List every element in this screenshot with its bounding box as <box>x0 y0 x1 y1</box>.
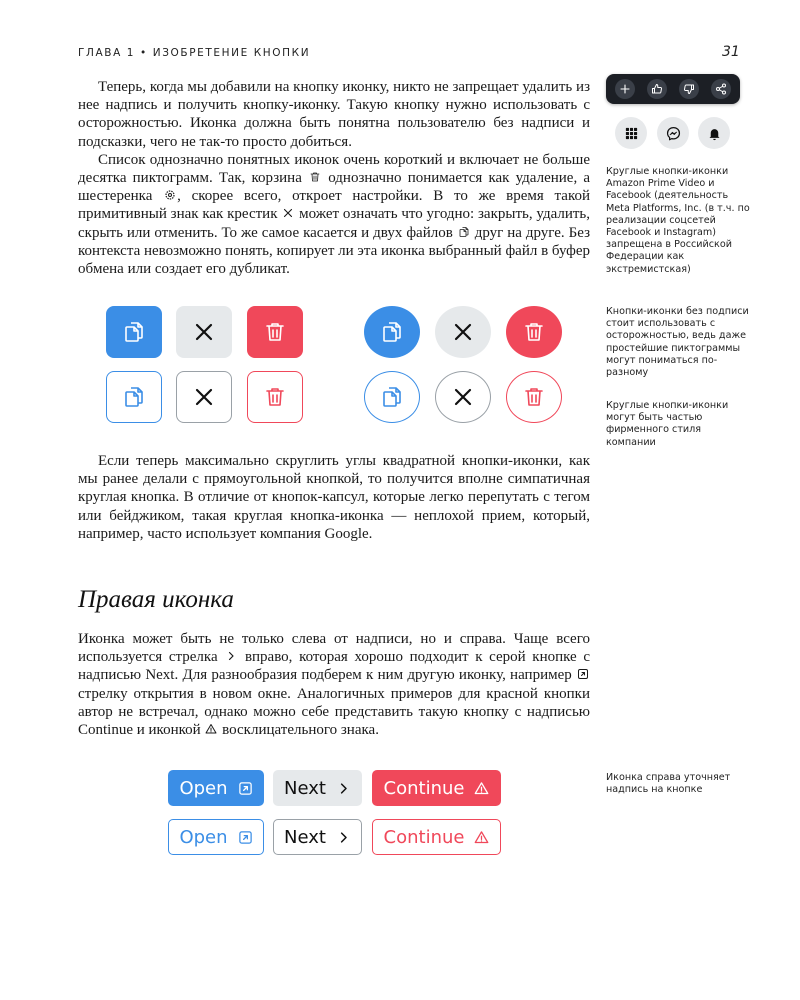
external-link-icon <box>577 668 589 680</box>
next-label: Next <box>284 826 326 848</box>
external-link-icon <box>238 781 253 796</box>
trash-icon <box>263 320 287 344</box>
trash-icon <box>522 385 546 409</box>
continue-button-outline[interactable] <box>372 819 501 855</box>
paragraph-2-part-3: , скорее всего, откроет настройки. В то же время такой примитивный знак как крестик <box>78 188 590 223</box>
warning-icon <box>474 830 489 845</box>
share-button[interactable] <box>711 79 731 99</box>
chapter-header: ГЛАВА 1 • ИЗОБРЕТЕНИЕ КНОПКИ <box>78 47 311 59</box>
close-icon <box>282 207 294 219</box>
paragraph-4-part-2: вправо, которая хорошо подходит к серой кнопке с надписью Next. Для разнообразия подберем к ним другую иконку, например <box>78 649 591 684</box>
section-heading: Правая иконка <box>78 586 234 613</box>
copy-button-round-outline[interactable] <box>364 371 420 423</box>
external-link-icon <box>238 830 253 845</box>
chevron-right-icon <box>225 650 237 662</box>
next-button-outline[interactable] <box>273 819 362 855</box>
paragraph-2-part-1: Список однозначно понятных иконок очень короткий и включает не больше десятка пиктограмм. Так, корзина <box>78 151 590 187</box>
thumbs-up-button[interactable] <box>647 79 667 99</box>
delete-button-round-outline[interactable] <box>506 371 562 423</box>
close-icon <box>192 320 216 344</box>
apps-button[interactable] <box>615 117 647 149</box>
continue-label: Continue <box>383 777 465 799</box>
close-button-square-filled[interactable] <box>176 306 232 358</box>
next-label: Next <box>284 777 326 799</box>
paragraph-4 <box>78 630 590 739</box>
page-number: 31 <box>722 44 740 60</box>
close-button-round-outline[interactable] <box>435 371 491 423</box>
paragraph-4-part-3: стрелку открытия в новом окне. Аналогичных примеров для красной кнопки автор не встречал, однако можно себе представить такую кнопку с надписью Continue и иконкой <box>78 685 590 739</box>
plus-button[interactable] <box>615 79 635 99</box>
thumbs-down-button[interactable] <box>679 79 699 99</box>
chevron-right-icon <box>336 781 351 796</box>
open-button-filled[interactable] <box>168 770 264 806</box>
copy-icon <box>380 320 404 344</box>
trash-icon <box>522 320 546 344</box>
paragraph-3: Если теперь максимально скруглить углы квадратной кнопки-иконки, как мы ранее делали с прямоугольной кнопкой, то получится вполне симпатичная круглая кнопка. В отличие от кнопок-капсул, которые легко перепутать с тегом или бейджиком, такая круглая кнопка-иконка — неплохой прием, который, например, часто использует компания Google. <box>78 453 590 542</box>
paragraph-2-part-2: однозначно понимается как удаление, а шестеренка <box>78 170 591 205</box>
dark-icon-toolbar <box>606 74 740 104</box>
next-button-filled[interactable] <box>273 770 362 806</box>
paragraph-4-part-4: восклицательного знака. <box>222 722 379 739</box>
copy-button-square-outline[interactable] <box>106 371 162 423</box>
copy-button-round-filled[interactable] <box>364 306 420 358</box>
notifications-button[interactable] <box>698 117 730 149</box>
text-block-top <box>78 78 590 278</box>
paragraph-1: Теперь, когда мы добавили на кнопку иконку, никто не запрещает удалить из нее надпись и получить кнопку-иконку. Такую кнопку нужно использовать с осторожностью. Иконка должна быть понятна пользователю без надписи и подсказки, чего не так-то просто добиться. <box>78 79 590 150</box>
close-icon <box>451 320 475 344</box>
open-button-outline[interactable] <box>168 819 264 855</box>
trash-icon <box>263 385 287 409</box>
delete-button-square-filled[interactable] <box>247 306 303 358</box>
thumbs-down-icon <box>683 83 695 95</box>
copy-icon <box>122 385 146 409</box>
side-note-3: Круглые кнопки-иконки могут быть частью фирменного стиля компании <box>606 400 729 448</box>
copy-icon <box>458 226 470 238</box>
paragraph-4-part-1: Иконка может быть не только слева от надписи, но и справа. Чаще всего используется стрелка <box>78 631 590 666</box>
warning-icon <box>474 781 489 796</box>
continue-label: Continue <box>383 826 465 848</box>
side-note-4: Иконка справа уточняет надпись на кнопке <box>606 772 731 796</box>
copy-icon <box>122 320 146 344</box>
delete-button-round-filled[interactable] <box>506 306 562 358</box>
text-block-bottom <box>78 630 590 739</box>
copy-icon <box>380 385 404 409</box>
grid-icon <box>624 126 639 141</box>
warning-icon <box>205 723 217 735</box>
close-button-round-filled[interactable] <box>435 306 491 358</box>
side-note-2: Кнопки-иконки без подписи стоит использовать с осторожностью, ведь даже простейшие пиктограммы могут пониматься по-разному <box>606 306 749 379</box>
text-block-middle <box>78 452 590 543</box>
side-note-1: Круглые кнопки-иконки Amazon Prime Video и Facebook (деятельность Meta Platforms, Inc. (в т.ч. по реализации соцсетей Facebook и Instagram) запрещена в Российской Федерации как экстремистская) <box>606 166 750 275</box>
gear-icon <box>164 189 176 201</box>
open-label: Open <box>179 826 228 848</box>
plus-icon <box>619 83 631 95</box>
delete-button-square-outline[interactable] <box>247 371 303 423</box>
close-icon <box>451 385 475 409</box>
continue-button-filled[interactable] <box>372 770 501 806</box>
copy-button-square-filled[interactable] <box>106 306 162 358</box>
close-button-square-outline[interactable] <box>176 371 232 423</box>
messenger-button[interactable] <box>657 117 689 149</box>
open-label: Open <box>179 777 228 799</box>
share-icon <box>715 83 727 95</box>
close-icon <box>192 385 216 409</box>
paragraph-2 <box>78 151 590 278</box>
thumbs-up-icon <box>651 83 663 95</box>
chevron-right-icon <box>336 830 351 845</box>
messenger-icon <box>666 126 681 141</box>
paragraph-2-part-5: друг на друге. Без контекста невозможно понять, копирует ли эта иконка выбранный файл в буфер обмена или создает его дубликат. <box>78 224 591 278</box>
paragraph-2-part-4: может означать что угодно: закрыть, удалить, скрыть или отменить. То же самое касается и двух файлов <box>78 206 591 241</box>
bell-icon <box>707 126 722 141</box>
trash-icon <box>309 171 321 183</box>
